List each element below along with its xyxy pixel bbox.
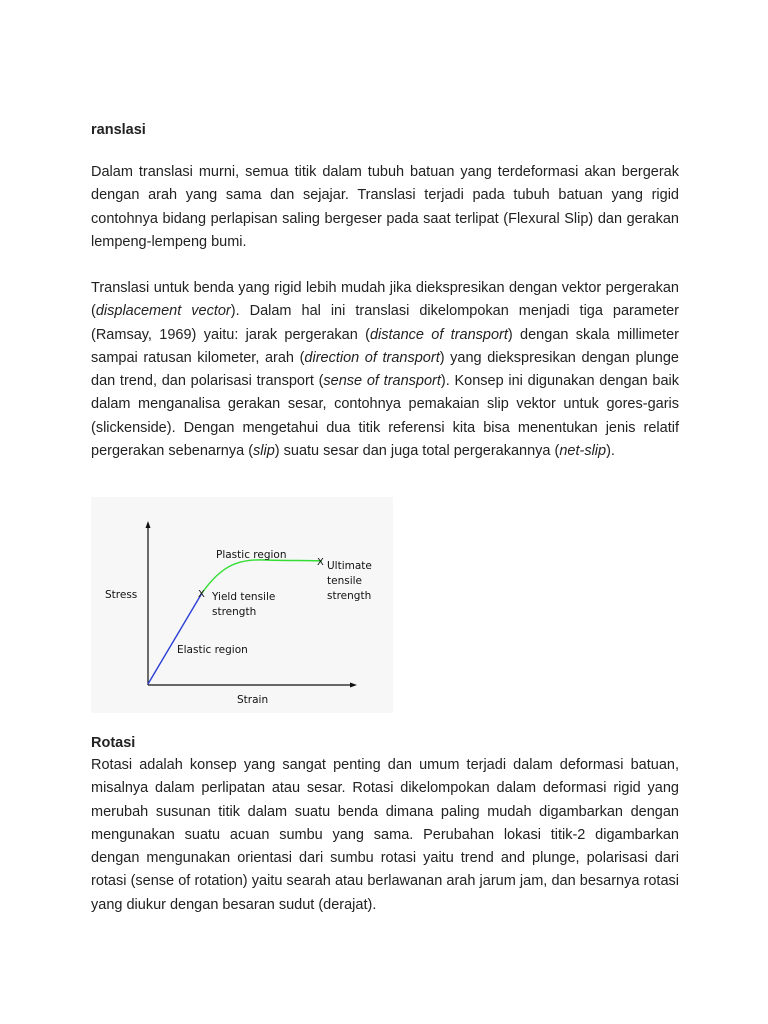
stress-strain-svg — [91, 497, 393, 713]
strain-axis-label: Strain — [237, 694, 269, 706]
italic-term: direction of transport — [304, 349, 440, 366]
text-run: ). Dalam hal ini translasi dikelompokan menjadi tiga parameter (Ramsay, 1969) yaitu: jarak pergerakan ( — [91, 303, 679, 343]
stress-strain-diagram — [91, 497, 393, 713]
y-axis-arrow — [146, 521, 151, 528]
section-heading-rotasi: Rotasi — [91, 735, 136, 751]
text-run: ) yang diekspresikan dengan plunge dan trend, dan polarisasi transport ( — [91, 349, 679, 390]
paragraph-rotasi: Rotasi adalah konsep yang sangat penting dan umum terjadi dalam deformasi batuan, misalnya dalam perlipatan atau sesar. Rotasi dikelompokan dalam deformasi rigid yang merubah susunan titik dalam suatu benda dimana paling mudah digambarkan dengan mengunakan suatu acuan sumbu yang sama. Perubahan lokasi titik-2 digambarkan dengan mengunakan orientasi dari sumbu rotasi yaitu trend and plunge, polarisasi dari rotasi (sense of rotation) yaitu searah atau berlawanan arah jarum jam, dan besarnya rotasi yang diukur dengan besaran sudut (derajat). — [91, 757, 679, 913]
yield-point-marker: X — [198, 589, 205, 600]
plastic-region-curve — [202, 560, 322, 593]
yield-label-line2: strength — [212, 606, 257, 618]
elastic-region-line — [148, 593, 202, 684]
text-run: ) dengan skala millimeter sampai ratusan kilometer, arah ( — [91, 326, 679, 366]
ultimate-label-line1: Ultimate — [327, 560, 372, 572]
text-run: ). Konsep ini digunakan dengan baik dalam menganalisa gerakan sesar, contohnya pemakaian slip vektor untuk gores-garis (slickenside). Dengan mengetahui dua titik referensi kita bisa menentukan jenis relatif pergerakan sebenarnya ( — [91, 373, 679, 460]
paragraph-translasi-1: Dalam translasi murni, semua titik dalam tubuh batuan yang terdeformasi akan bergerak dengan arah yang sama dan sejajar. Translasi terjadi pada tubuh batuan yang rigid contohnya bidang perlapisan saling bergeser pada saat terlipat (Flexural Slip) dan gerakan lempeng-lempeng bumi. — [91, 164, 679, 250]
x-axis-arrow — [350, 683, 357, 688]
paragraph-translasi-2 — [91, 277, 679, 463]
elastic-region-label: Elastic region — [177, 644, 248, 656]
section-heading-translasi: ranslasi — [91, 122, 146, 138]
ultimate-label-line3: strength — [327, 590, 372, 602]
text-run: Translasi untuk benda yang rigid lebih mudah jika diekspresikan dengan vektor pergerakan ( — [91, 280, 679, 320]
italic-term: net-slip — [559, 443, 607, 460]
text-run: ). — [606, 443, 615, 460]
italic-term: distance of transport — [369, 326, 508, 343]
text-run: ) suatu sesar dan juga total pergerakannya ( — [274, 443, 560, 460]
italic-term: sense of transport — [323, 373, 441, 390]
plastic-region-label: Plastic region — [216, 549, 287, 561]
italic-term: displacement vector — [95, 303, 231, 320]
italic-term: slip — [253, 443, 275, 460]
ultimate-label-line2: tensile — [327, 575, 362, 587]
ultimate-point-marker: X — [317, 557, 324, 568]
yield-label-line1: Yield tensile — [212, 591, 276, 603]
stress-axis-label: Stress — [105, 589, 138, 601]
